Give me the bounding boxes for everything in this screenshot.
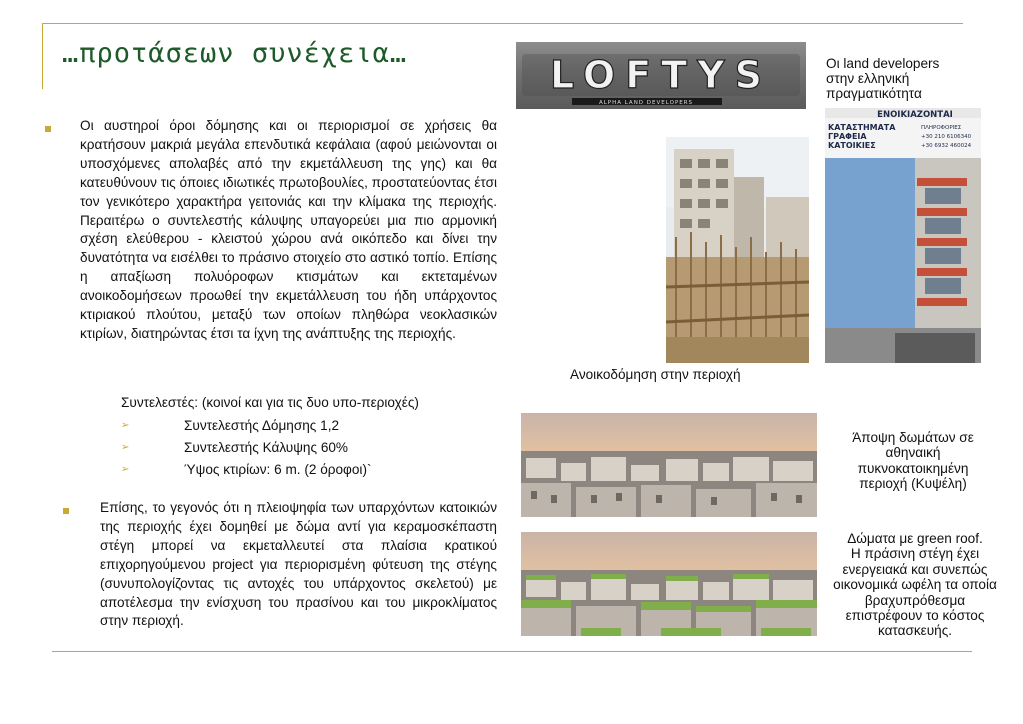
building-sign-photo	[825, 108, 981, 363]
loftys-logo-photo	[516, 42, 806, 109]
bullet-marker-2	[63, 508, 69, 514]
sign-left-line: ΚΑΤΟΙΚΙΕΣ	[828, 141, 876, 150]
rooftops-photo	[521, 413, 817, 517]
sign-right-line: +30 6932 460024	[921, 143, 972, 149]
sign-left-line: ΓΡΑΦΕΙΑ	[828, 132, 867, 141]
caption-rooftops: Άποψη δωμάτων σε αθηναική πυκνοκατοικημένη περιοχή (Κυψέλη)	[852, 430, 974, 492]
sign-right-line: +30 210 6106340	[921, 134, 972, 140]
arrow-bullet-icon: ➢	[121, 420, 130, 431]
paragraph-1: Οι αυστηροί όροι δόμησης και οι περιορισμοί σε χρήσεις θα κρατήσουν μακριά μεγάλα επενδυτικά κεφάλαια (αφού μειώνονται οι υποσχόμενες απολαβές από την εκμετάλλευση της γης) και θα κατευθύνουν τις όποιες ιδιωτικές πρωτοβουλίες, προστατεύοντας έτσι τον γενικότερο χαρακτήρα γειτονιάς και την κλίμακα της περιοχής. Περαιτέρω ο συντελεστής κάλυψης υπαγορεύει μια πιο αρμονική σχέση ελεύθερου - κλειστού χώρου ανά οικόπεδο και δίνει την δυνατότητα να εισέλθει το πράσινο στοιχείο στο αστικό τοπίο. Επίσης η απαξίωση πολυόροφων κτισμάτων και εκτεταμένων ανοικοδομήσεων προωθεί την εκμετάλλευση του ήδη υπάρχοντος κτιριακού πλούτου, μεταξύ των οποίων πληθώρα νεοκλασικών κτιρίων, διατηρώντας έτσι τα ίχνη της ανάπτυξης της περιοχής.	[80, 118, 497, 341]
paragraph-2: Επίσης, το γεγονός ότι η πλειοψηφία των υπαρχόντων κατοικιών της περιοχής έχει δομηθεί με δώμα αντί για κεραμοσκέπαστη στέγη μπορεί να εκμεταλλευτεί στα πλαίσια κρατικού επιχορηγούμενου project για περιορισμένη φύτευση της στέγης (συνυπολογίζοντας τις αντοχές του υπάρχοντος σκελετού) με αποτέλεσμα την ενίσχυση του πρασίνου και του μικροκλίματος στην περιοχή.	[100, 500, 497, 629]
coefficient-item: Συντελεστής Κάλυψης 60%	[184, 440, 349, 455]
coefficients-heading: Συντελεστές: (κοινοί και για τις δυο υπο-περιοχές)	[121, 395, 419, 410]
top-rule	[42, 23, 963, 24]
sign-right-line: ΠΛΗΡΟΦΟΡΙΕΣ	[921, 125, 962, 131]
arrow-bullet-icon: ➢	[121, 442, 130, 453]
coefficient-item: Ύψος κτιρίων: 6 m. (2 όροφοι)`	[184, 462, 372, 477]
bullet-marker-1	[45, 126, 51, 132]
caption-rebuild: Ανοικοδόμηση στην περιοχή	[570, 367, 741, 382]
title-left-rule	[42, 23, 43, 89]
bottom-rule	[52, 651, 972, 652]
caption-greenroof: Δώματα με green roof. Η πράσινη στέγη έχει ενεργειακά και συνεπώς οικονομικά ωφέλη τα οποία βραχυπρόθεσμα επιστρέφουν το κόστος κατασκευής.	[833, 531, 997, 639]
caption-developers: Οι land developers στην ελληνική πραγματικότητα	[826, 56, 940, 101]
logo-text: LOFTYS	[550, 53, 772, 97]
green-roofs-photo	[521, 532, 817, 636]
sign-left-line: ΚΑΤΑΣΤΗΜΑΤΑ	[828, 123, 896, 132]
logo-subtext: ALPHA LAND DEVELOPERS	[598, 100, 694, 106]
page-title: …προτάσεων συνέχεια…	[62, 38, 408, 69]
construction-photo	[666, 137, 809, 363]
sign-main-text: ΕΝΟΙΚΙΑΖΟΝΤΑΙ	[877, 110, 953, 120]
arrow-bullet-icon: ➢	[121, 464, 130, 475]
coefficient-item: Συντελεστής Δόμησης 1,2	[184, 418, 340, 433]
